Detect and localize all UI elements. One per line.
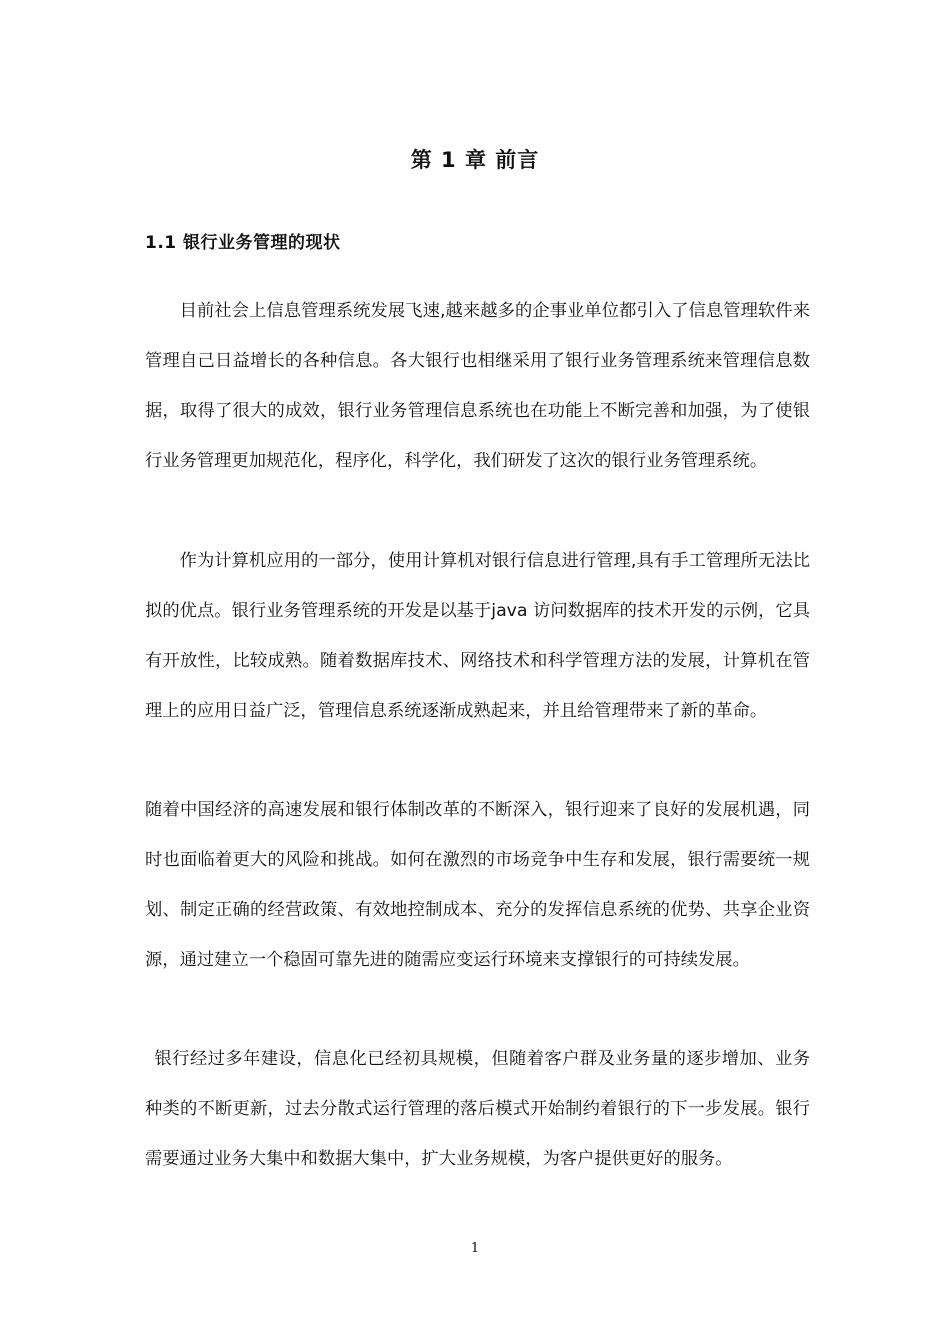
body-paragraph: 随着中国经济的高速发展和银行体制改革的不断深入，银行迎来了良好的发展机遇，同时也面临着更大的风险和挑战。如何在激烈的市场竞争中生存和发展，银行需要统一规划、制定正确的经营政策、有效地控制成本、充分的发挥信息系统的优势、共享企业资源，通过建立一个稳固可靠先进的随需应变运行环境来支撑银行的可持续发展。 — [145, 800, 810, 970]
body-paragraph: 作为计算机应用的一部分，使用计算机对银行信息进行管理,具有手工管理所无法比拟的优点。银行业务管理系统的开发是以基于java 访问数据库的技术开发的示例，它具有开放性，比较成熟。随着数据库技术、网络技术和科学管理方法的发展，计算机在管理上的应用日益广泛，管理信息系统逐渐成熟起来，并且给管理带来了新的革命。 — [145, 551, 810, 721]
chapter-title: 第 1 章 前言 — [410, 148, 540, 172]
page-number: 1 — [470, 1241, 480, 1256]
body-paragraph: 目前社会上信息管理系统发展飞速,越来越多的企事业单位都引入了信息管理软件来管理自己日益增长的各种信息。各大银行也相继采用了银行业务管理系统来管理信息数据，取得了很大的成效，银行业务管理信息系统也在功能上不断完善和加强，为了使银行业务管理更加规范化，程序化，科学化，我们研发了这次的银行业务管理系统。 — [145, 301, 810, 471]
body-paragraph: 银行经过多年建设，信息化已经初具规模，但随着客户群及业务量的逐步增加、业务种类的不断更新，过去分散式运行管理的落后模式开始制约着银行的下一步发展。银行需要通过业务大集中和数据大集中，扩大业务规模，为客户提供更好的服务。 — [145, 1049, 810, 1169]
section-heading: 1.1 银行业务管理的现状 — [145, 233, 341, 253]
